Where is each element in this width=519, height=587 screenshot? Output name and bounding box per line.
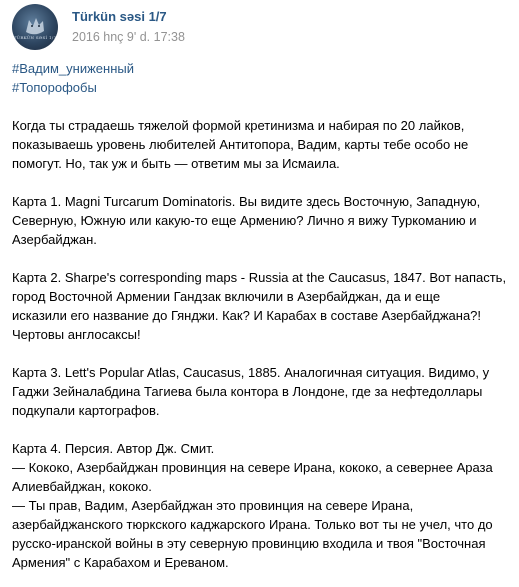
post-date[interactable]: 2016 hnç 9' d. 17:38 <box>72 30 185 44</box>
hashtag-link[interactable]: #Топорофобы <box>12 80 97 95</box>
post-paragraph-map-1: Карта 1. Magni Turcarum Dominatoris. Вы видите здесь Восточную, Западную, Северную, Южную или какую-то еще Армению? Лично я вижу Туркоманию и Азербайджан. <box>12 194 481 247</box>
hashtag-list <box>12 59 512 97</box>
post-text <box>12 59 512 572</box>
post-paragraph-map-3: Карта 3. Lett's Popular Atlas, Caucasus, 1885. Аналогичная ситуация. Видимо, у Гаджи Зейналабдина Тагиева была контора в Лондоне, где за нефтедоллары подкупали картографов. <box>12 365 490 418</box>
author-avatar[interactable] <box>12 4 58 50</box>
post-paragraph-map-4: Карта 4. Персия. Автор Дж. Смит. — Кококо, Азербайджан провинция на севере Ирана, кококо, а севернее Араза Алиевбайджан, кококо. — Ты прав, Вадим, Азербайджан это провинция на севере Ирана, азербайджанского тюркского каджарского Ирана. Только вот ты не учел, что до русско-иранской войны в эту северную провинцию входила и твоя "Восточная Армения" с Карабахом и Ереваном. <box>12 441 493 570</box>
author-name[interactable]: Türkün səsi 1/7 <box>72 9 167 24</box>
hashtag-link[interactable]: #Вадим_униженный <box>12 61 134 76</box>
avatar-caption: TÜRKÜN SƏSİ 1/7 <box>13 35 57 40</box>
post-paragraph-intro: Когда ты страдаешь тяжелой формой кретинизма и набирая по 20 лайков, показываешь уровень любителей Антитопора, Вадим, карты тебе особо не помогут. Но, так уж и быть — ответим мы за Исмаила. <box>12 118 469 171</box>
wolf-icon <box>12 4 58 50</box>
post-header <box>12 4 507 50</box>
post-paragraph-map-2: Карта 2. Sharpe's corresponding maps - Russia at the Caucasus, 1847. Вот напасть, город Восточной Армении Гандзак включили в Азербайджан, да и еще исказили его название до Гянджи. Как? И Карабах в составе Азербайджана?! Чертовы англосаксы! <box>12 270 507 342</box>
